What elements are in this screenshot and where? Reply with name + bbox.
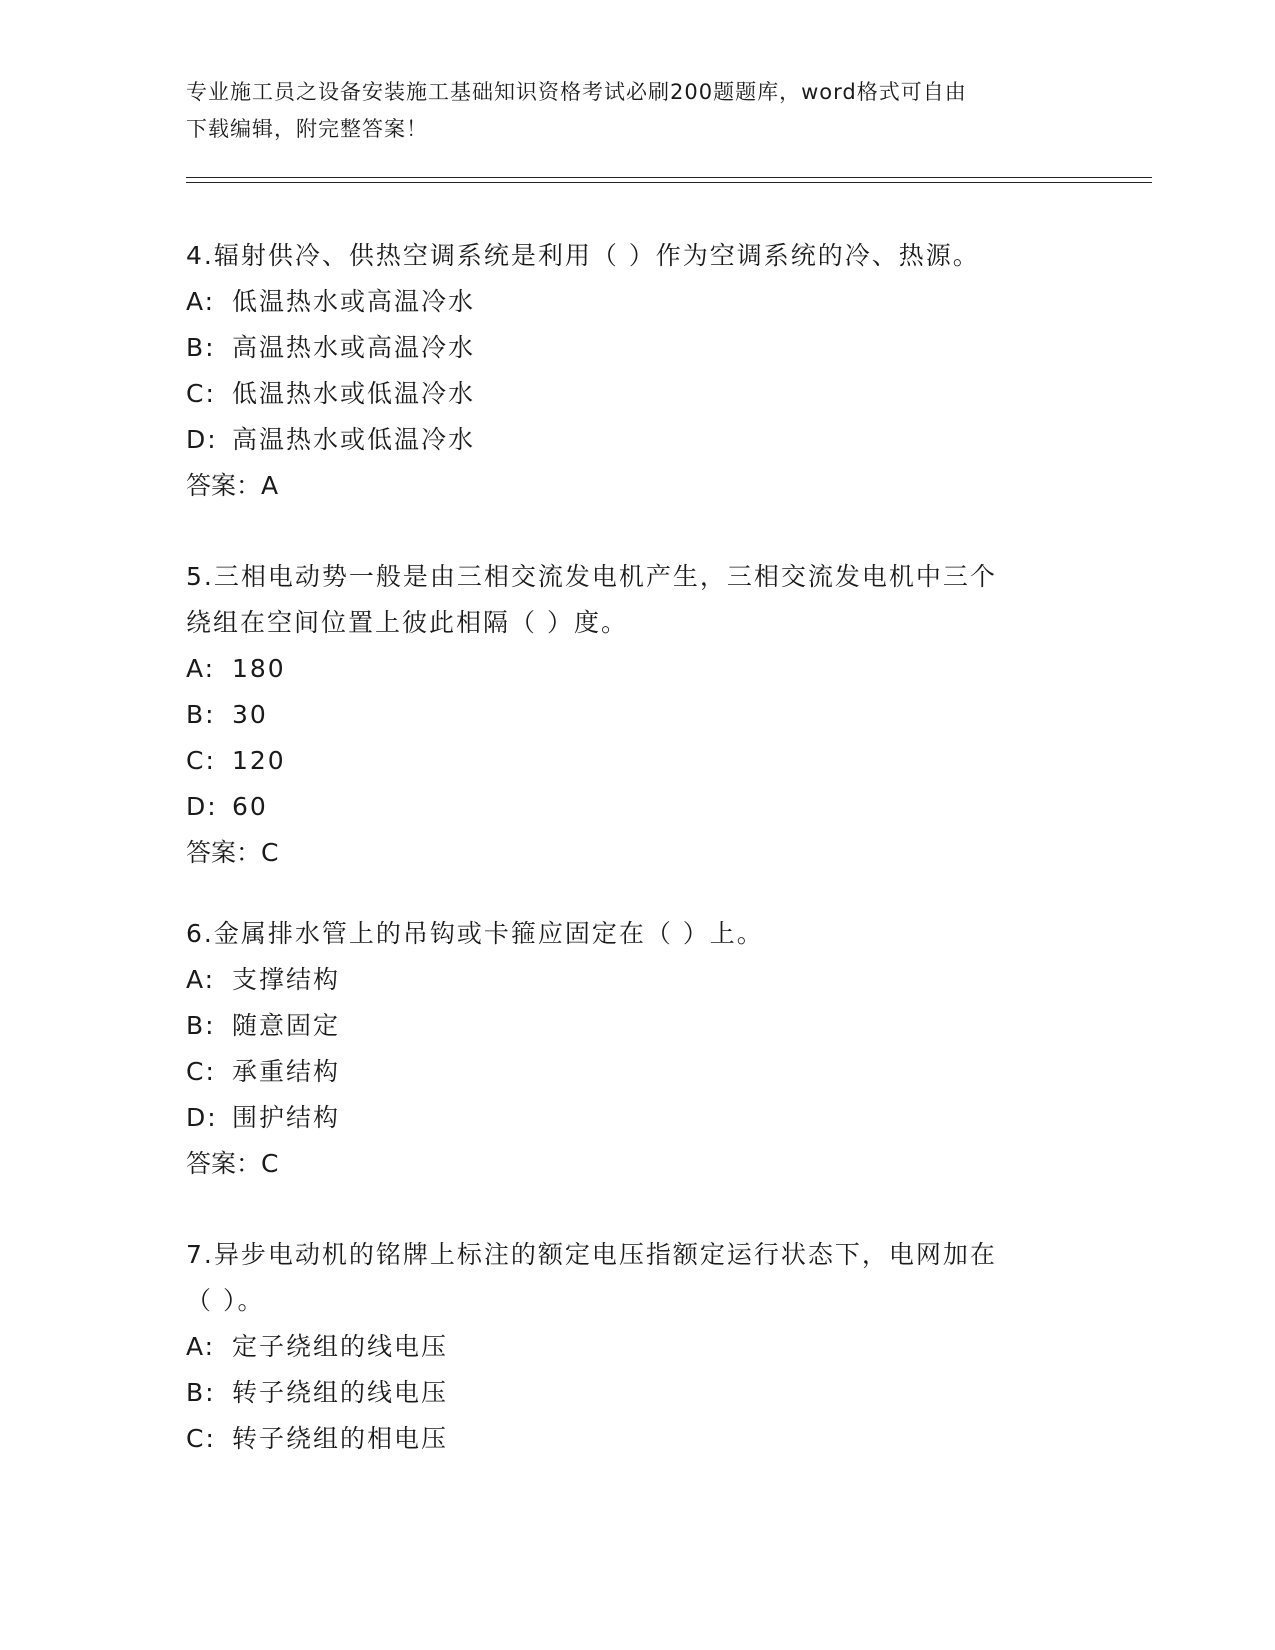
option-a: A: 低温热水或高温冷水 [186, 287, 476, 316]
option-c: C: 120 [186, 746, 286, 775]
option-c: C: 低温热水或低温冷水 [186, 379, 476, 408]
option-d: D: 60 [186, 792, 268, 821]
answer-line: 答案：A [186, 471, 279, 500]
option-b: B: 随意固定 [186, 1011, 341, 1040]
answer-line: 答案：C [186, 1149, 279, 1178]
option-c: C: 转子绕组的相电压 [186, 1424, 449, 1453]
question-5 [186, 554, 1086, 876]
question-6 [186, 911, 1086, 1187]
option-a: A: 定子绕组的线电压 [186, 1332, 449, 1361]
question-4 [186, 233, 1086, 509]
question-stem-line-2: 绕组在空间位置上彼此相隔（ ）度。 [186, 608, 628, 637]
option-d: D: 高温热水或低温冷水 [186, 425, 476, 454]
option-b: B: 高温热水或高温冷水 [186, 333, 476, 362]
option-a: A: 180 [186, 654, 286, 683]
question-stem-line-1: 5.三相电动势一般是由三相交流发电机产生，三相交流发电机中三个 [186, 562, 997, 591]
document-header [186, 74, 1086, 148]
option-c: C: 承重结构 [186, 1057, 341, 1086]
header-line-2: 下载编辑，附完整答案！ [186, 117, 428, 141]
question-stem: 6.金属排水管上的吊钩或卡箍应固定在（ ）上。 [186, 919, 764, 948]
question-stem: 4.辐射供冷、供热空调系统是利用（ ）作为空调系统的冷、热源。 [186, 241, 980, 270]
option-d: D: 围护结构 [186, 1103, 341, 1132]
answer-line: 答案：C [186, 838, 279, 867]
header-line-1: 专业施工员之设备安装施工基础知识资格考试必刷200题题库，word格式可自由 [186, 80, 967, 104]
option-a: A: 支撑结构 [186, 965, 341, 994]
question-stem-line-1: 7.异步电动机的铭牌上标注的额定电压指额定运行状态下，电网加在 [186, 1240, 997, 1269]
option-b: B: 30 [186, 700, 268, 729]
question-stem-line-2: （ ）。 [186, 1286, 265, 1315]
header-divider-top [186, 177, 1152, 178]
question-7 [186, 1232, 1086, 1462]
header-divider-bottom [186, 182, 1152, 183]
option-b: B: 转子绕组的线电压 [186, 1378, 449, 1407]
